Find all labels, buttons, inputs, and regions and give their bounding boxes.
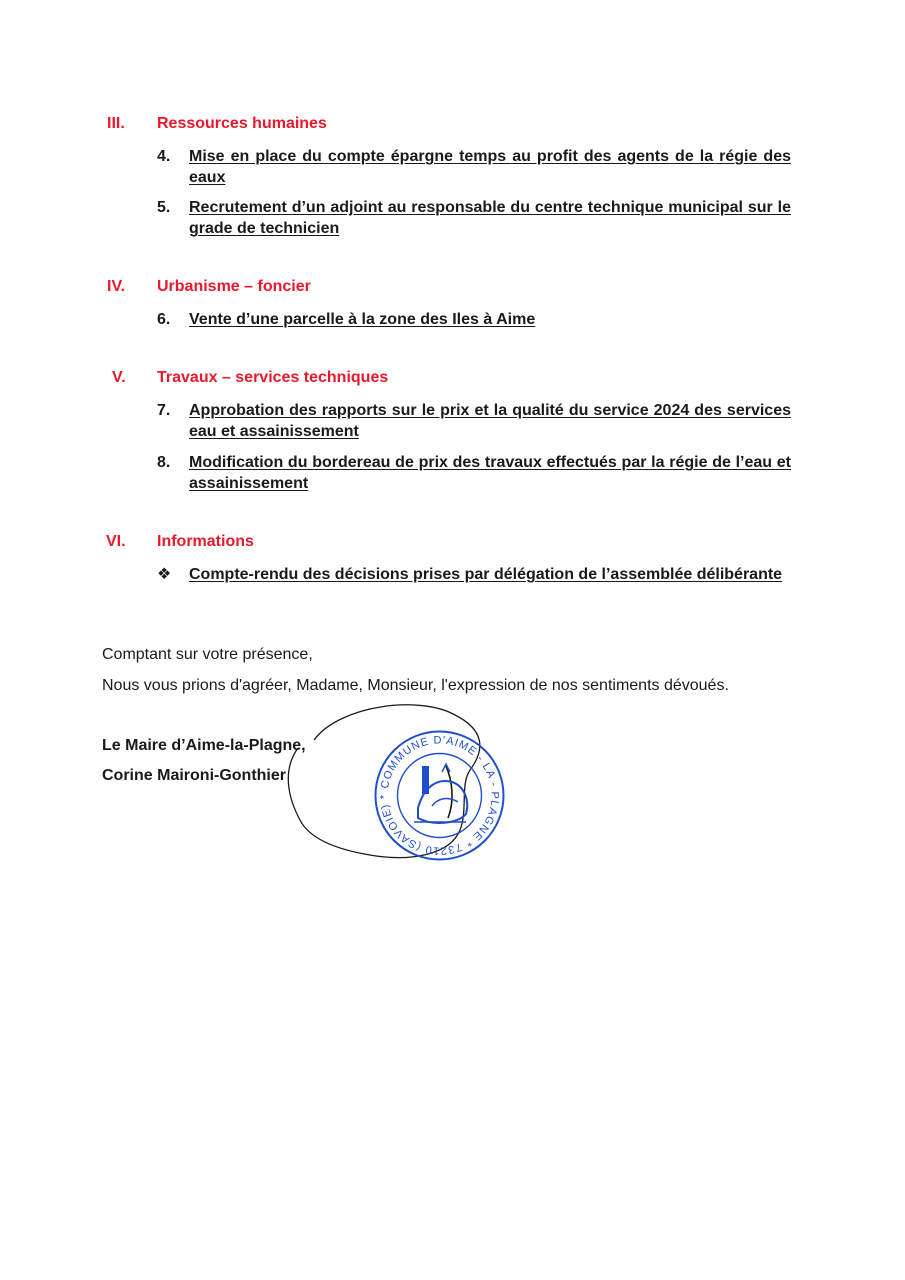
item-text: Recrutement d’un adjoint au responsable du centre technique municipal sur le grade de technicien: [189, 199, 791, 237]
item-text: Mise en place du compte épargne temps au profit des agents de la régie des eaux: [189, 148, 791, 186]
item-number: 5.: [157, 199, 171, 216]
bullet-icon: ❖: [157, 566, 172, 583]
section-title: Informations: [157, 533, 254, 550]
closing-line-1: Comptant sur votre présence,: [102, 646, 313, 663]
item-text: Compte-rendu des décisions prises par délégation de l’assemblée délibérante: [189, 566, 783, 583]
section-title: Urbanisme – foncier: [157, 278, 311, 295]
section-title: Ressources humaines: [157, 115, 327, 132]
item-text: Approbation des rapports sur le prix et la qualité du service 2024 des services eau et assainissement: [189, 402, 791, 440]
section-number: VI.: [106, 533, 126, 550]
signature-role: Le Maire d’Aime-la-Plagne,: [102, 737, 306, 754]
section-number: V.: [112, 369, 126, 386]
signature-name: Corine Maironi-Gonthier: [102, 767, 286, 784]
item-number: 8.: [157, 454, 171, 471]
closing-line-2: Nous vous prions d'agréer, Madame, Monsieur, l'expression de nos sentiments dévoués.: [102, 677, 729, 694]
section-title: Travaux – services techniques: [157, 369, 389, 386]
item-text: Modification du bordereau de prix des travaux effectués par la régie de l’eau et assainissement: [189, 454, 791, 492]
svg-text:COMMUNE D'AIME - LA - PLAGNE *: COMMUNE D'AIME - LA - PLAGNE * 73210 (SAVOIE) *: [378, 734, 501, 857]
section-number: IV.: [107, 278, 126, 295]
item-number: 4.: [157, 148, 171, 165]
section-number: III.: [107, 115, 125, 132]
item-number: 6.: [157, 311, 171, 328]
commune-stamp: [372, 728, 507, 863]
item-number: 7.: [157, 402, 171, 419]
item-text: Vente d’une parcelle à la zone des Iles à Aime: [189, 311, 536, 328]
